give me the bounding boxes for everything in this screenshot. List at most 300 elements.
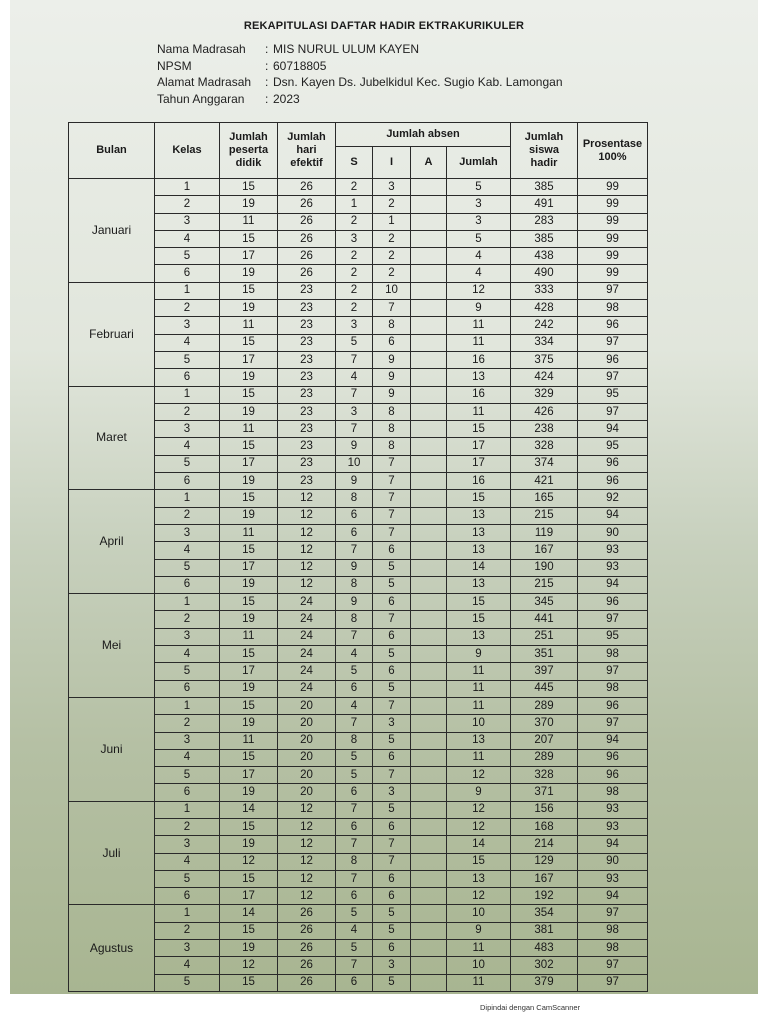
- table-row: [69, 438, 648, 455]
- cell-izin: 6: [373, 940, 411, 957]
- cell-jumlah-absen: 11: [447, 317, 511, 334]
- cell-sakit: 2: [336, 179, 373, 196]
- table-row: [69, 179, 648, 196]
- cell-siswa-hadir: 381: [511, 922, 578, 939]
- cell-jumlah-absen: 13: [447, 628, 511, 645]
- cell-kelas: 5: [155, 559, 220, 576]
- cell-kelas: 4: [155, 230, 220, 247]
- meta-colon: :: [265, 58, 269, 73]
- cell-alpa: [411, 594, 447, 611]
- cell-hari-efektif: 24: [278, 594, 336, 611]
- cell-peserta-didik: 12: [220, 957, 278, 974]
- table-row: [69, 594, 648, 611]
- cell-hari-efektif: 20: [278, 749, 336, 766]
- month-cell: Juni: [69, 697, 155, 801]
- cell-jumlah-absen: 13: [447, 542, 511, 559]
- meta-value: MIS NURUL ULUM KAYEN: [273, 42, 420, 56]
- header-bulan: Bulan: [69, 123, 155, 179]
- cell-kelas: 1: [155, 282, 220, 299]
- cell-jumlah-absen: 11: [447, 334, 511, 351]
- cell-prosentase: 94: [578, 732, 648, 749]
- cell-siswa-hadir: 351: [511, 646, 578, 663]
- cell-kelas: 4: [155, 957, 220, 974]
- cell-siswa-hadir: 329: [511, 386, 578, 403]
- cell-prosentase: 98: [578, 922, 648, 939]
- cell-kelas: 5: [155, 767, 220, 784]
- cell-hari-efektif: 23: [278, 300, 336, 317]
- cell-peserta-didik: 19: [220, 473, 278, 490]
- cell-peserta-didik: 19: [220, 611, 278, 628]
- cell-prosentase: 93: [578, 801, 648, 818]
- cell-sakit: 9: [336, 559, 373, 576]
- cell-hari-efektif: 23: [278, 317, 336, 334]
- table-row: [69, 905, 648, 922]
- meta-row-nama-madrasah: [157, 41, 563, 58]
- cell-prosentase: 96: [578, 594, 648, 611]
- cell-sakit: 7: [336, 957, 373, 974]
- header-line: siswa: [529, 144, 559, 156]
- cell-sakit: 8: [336, 611, 373, 628]
- cell-siswa-hadir: 375: [511, 351, 578, 368]
- cell-prosentase: 90: [578, 524, 648, 541]
- table-row: [69, 559, 648, 576]
- cell-alpa: [411, 248, 447, 265]
- header-line: efektif: [290, 157, 323, 169]
- cell-siswa-hadir: 379: [511, 974, 578, 991]
- meta-value: Dsn. Kayen Ds. Jubelkidul Kec. Sugio Kab. Lamongan: [273, 75, 563, 89]
- cell-hari-efektif: 12: [278, 818, 336, 835]
- cell-siswa-hadir: 302: [511, 957, 578, 974]
- cell-jumlah-absen: 11: [447, 940, 511, 957]
- cell-hari-efektif: 20: [278, 784, 336, 801]
- cell-sakit: 2: [336, 265, 373, 282]
- cell-prosentase: 97: [578, 663, 648, 680]
- cell-hari-efektif: 12: [278, 490, 336, 507]
- table-row: [69, 801, 648, 818]
- cell-prosentase: 97: [578, 957, 648, 974]
- cell-izin: 1: [373, 213, 411, 230]
- cell-siswa-hadir: 371: [511, 784, 578, 801]
- cell-alpa: [411, 386, 447, 403]
- cell-siswa-hadir: 490: [511, 265, 578, 282]
- cell-prosentase: 93: [578, 818, 648, 835]
- table-row: [69, 334, 648, 351]
- cell-alpa: [411, 403, 447, 420]
- cell-alpa: [411, 888, 447, 905]
- header-s: S: [336, 147, 373, 179]
- cell-siswa-hadir: 165: [511, 490, 578, 507]
- cell-prosentase: 97: [578, 369, 648, 386]
- cell-izin: 9: [373, 369, 411, 386]
- cell-prosentase: 94: [578, 576, 648, 593]
- cell-izin: 6: [373, 542, 411, 559]
- cell-prosentase: 96: [578, 473, 648, 490]
- cell-hari-efektif: 12: [278, 559, 336, 576]
- scanned-page: [10, 0, 758, 994]
- attendance-table-wrapper: [68, 122, 648, 992]
- cell-siswa-hadir: 428: [511, 300, 578, 317]
- month-cell: Mei: [69, 594, 155, 698]
- cell-siswa-hadir: 441: [511, 611, 578, 628]
- cell-siswa-hadir: 424: [511, 369, 578, 386]
- cell-jumlah-absen: 17: [447, 438, 511, 455]
- cell-izin: 5: [373, 559, 411, 576]
- header-line: Jumlah: [229, 131, 268, 143]
- cell-izin: 7: [373, 455, 411, 472]
- header-line: Prosentase: [582, 137, 643, 150]
- cell-kelas: 1: [155, 905, 220, 922]
- table-row: [69, 248, 648, 265]
- cell-peserta-didik: 17: [220, 248, 278, 265]
- cell-hari-efektif: 26: [278, 905, 336, 922]
- cell-hari-efektif: 23: [278, 334, 336, 351]
- cell-prosentase: 99: [578, 179, 648, 196]
- cell-peserta-didik: 17: [220, 455, 278, 472]
- cell-sakit: 6: [336, 888, 373, 905]
- cell-peserta-didik: 15: [220, 542, 278, 559]
- cell-prosentase: 96: [578, 351, 648, 368]
- cell-peserta-didik: 19: [220, 403, 278, 420]
- cell-siswa-hadir: 333: [511, 282, 578, 299]
- header-a: A: [411, 147, 447, 179]
- cell-izin: 2: [373, 248, 411, 265]
- cell-prosentase: 99: [578, 265, 648, 282]
- cell-peserta-didik: 15: [220, 870, 278, 887]
- meta-row-alamat: [157, 74, 563, 91]
- header-peserta-didik: [220, 123, 278, 179]
- cell-izin: 7: [373, 767, 411, 784]
- cell-siswa-hadir: 190: [511, 559, 578, 576]
- cell-kelas: 2: [155, 300, 220, 317]
- cell-izin: 3: [373, 179, 411, 196]
- meta-label: NPSM: [157, 58, 192, 73]
- cell-izin: 7: [373, 697, 411, 714]
- header-i: I: [373, 147, 411, 179]
- table-body: [69, 179, 648, 992]
- cell-jumlah-absen: 11: [447, 680, 511, 697]
- cell-alpa: [411, 179, 447, 196]
- cell-sakit: 7: [336, 715, 373, 732]
- cell-peserta-didik: 15: [220, 922, 278, 939]
- cell-izin: 7: [373, 473, 411, 490]
- cell-siswa-hadir: 385: [511, 179, 578, 196]
- cell-kelas: 3: [155, 732, 220, 749]
- cell-peserta-didik: 19: [220, 196, 278, 213]
- cell-izin: 5: [373, 646, 411, 663]
- cell-sakit: 6: [336, 784, 373, 801]
- cell-alpa: [411, 196, 447, 213]
- cell-siswa-hadir: 328: [511, 438, 578, 455]
- cell-sakit: 7: [336, 836, 373, 853]
- cell-jumlah-absen: 10: [447, 905, 511, 922]
- cell-prosentase: 97: [578, 905, 648, 922]
- cell-peserta-didik: 11: [220, 524, 278, 541]
- cell-peserta-didik: 15: [220, 749, 278, 766]
- cell-hari-efektif: 12: [278, 853, 336, 870]
- cell-kelas: 4: [155, 542, 220, 559]
- cell-kelas: 5: [155, 455, 220, 472]
- cell-alpa: [411, 801, 447, 818]
- cell-siswa-hadir: 483: [511, 940, 578, 957]
- cell-jumlah-absen: 15: [447, 490, 511, 507]
- cell-jumlah-absen: 13: [447, 524, 511, 541]
- cell-alpa: [411, 300, 447, 317]
- cell-alpa: [411, 646, 447, 663]
- cell-sakit: 3: [336, 317, 373, 334]
- cell-alpa: [411, 922, 447, 939]
- table-row: [69, 542, 648, 559]
- cell-hari-efektif: 23: [278, 421, 336, 438]
- month-cell: Agustus: [69, 905, 155, 991]
- cell-prosentase: 97: [578, 611, 648, 628]
- cell-sakit: 3: [336, 230, 373, 247]
- cell-alpa: [411, 957, 447, 974]
- cell-jumlah-absen: 16: [447, 386, 511, 403]
- cell-prosentase: 96: [578, 749, 648, 766]
- header-line: hari: [296, 144, 317, 156]
- cell-jumlah-absen: 4: [447, 265, 511, 282]
- cell-sakit: 2: [336, 248, 373, 265]
- cell-hari-efektif: 24: [278, 646, 336, 663]
- month-cell: April: [69, 490, 155, 594]
- cell-peserta-didik: 15: [220, 490, 278, 507]
- cell-siswa-hadir: 156: [511, 801, 578, 818]
- cell-sakit: 7: [336, 542, 373, 559]
- cell-jumlah-absen: 3: [447, 196, 511, 213]
- cell-peserta-didik: 17: [220, 559, 278, 576]
- header-jumlah-absen: Jumlah absen: [336, 123, 511, 147]
- cell-kelas: 6: [155, 369, 220, 386]
- cell-izin: 5: [373, 732, 411, 749]
- cell-siswa-hadir: 491: [511, 196, 578, 213]
- cell-alpa: [411, 680, 447, 697]
- table-row: [69, 196, 648, 213]
- cell-siswa-hadir: 445: [511, 680, 578, 697]
- meta-colon: :: [265, 91, 269, 106]
- cell-izin: 6: [373, 818, 411, 835]
- cell-prosentase: 97: [578, 715, 648, 732]
- cell-hari-efektif: 26: [278, 974, 336, 991]
- cell-alpa: [411, 213, 447, 230]
- header-jumlah: Jumlah: [447, 147, 511, 179]
- cell-jumlah-absen: 9: [447, 922, 511, 939]
- table-row: [69, 853, 648, 870]
- cell-siswa-hadir: 289: [511, 749, 578, 766]
- cell-kelas: 2: [155, 611, 220, 628]
- cell-izin: 6: [373, 888, 411, 905]
- cell-peserta-didik: 15: [220, 179, 278, 196]
- cell-izin: 7: [373, 524, 411, 541]
- cell-peserta-didik: 19: [220, 680, 278, 697]
- cell-jumlah-absen: 13: [447, 369, 511, 386]
- table-row: [69, 732, 648, 749]
- cell-peserta-didik: 19: [220, 576, 278, 593]
- cell-peserta-didik: 17: [220, 663, 278, 680]
- header-line: didik: [235, 157, 262, 169]
- cell-sakit: 7: [336, 870, 373, 887]
- table-header: [69, 123, 648, 179]
- cell-jumlah-absen: 13: [447, 576, 511, 593]
- cell-sakit: 8: [336, 732, 373, 749]
- cell-kelas: 2: [155, 715, 220, 732]
- cell-izin: 6: [373, 628, 411, 645]
- cell-alpa: [411, 369, 447, 386]
- cell-kelas: 4: [155, 749, 220, 766]
- meta-label: Nama Madrasah: [157, 42, 246, 56]
- cell-jumlah-absen: 15: [447, 421, 511, 438]
- cell-siswa-hadir: 168: [511, 818, 578, 835]
- cell-kelas: 5: [155, 663, 220, 680]
- cell-siswa-hadir: 283: [511, 213, 578, 230]
- cell-sakit: 7: [336, 628, 373, 645]
- cell-jumlah-absen: 11: [447, 663, 511, 680]
- cell-jumlah-absen: 12: [447, 767, 511, 784]
- cell-sakit: 6: [336, 507, 373, 524]
- cell-jumlah-absen: 16: [447, 473, 511, 490]
- header-prosentase: [578, 123, 648, 179]
- cell-izin: 5: [373, 905, 411, 922]
- table-row: [69, 957, 648, 974]
- cell-prosentase: 93: [578, 870, 648, 887]
- cell-alpa: [411, 697, 447, 714]
- cell-hari-efektif: 24: [278, 611, 336, 628]
- cell-sakit: 7: [336, 421, 373, 438]
- header-line: 100%: [598, 150, 627, 163]
- cell-siswa-hadir: 334: [511, 334, 578, 351]
- cell-kelas: 1: [155, 386, 220, 403]
- header-line: Jumlah: [524, 131, 564, 143]
- table-row: [69, 697, 648, 714]
- cell-jumlah-absen: 10: [447, 957, 511, 974]
- cell-kelas: 6: [155, 680, 220, 697]
- cell-hari-efektif: 26: [278, 213, 336, 230]
- cell-hari-efektif: 24: [278, 663, 336, 680]
- cell-kelas: 5: [155, 974, 220, 991]
- cell-kelas: 3: [155, 421, 220, 438]
- cell-siswa-hadir: 421: [511, 473, 578, 490]
- cell-siswa-hadir: 192: [511, 888, 578, 905]
- cell-peserta-didik: 14: [220, 801, 278, 818]
- cell-kelas: 2: [155, 507, 220, 524]
- cell-sakit: 2: [336, 282, 373, 299]
- cell-izin: 8: [373, 438, 411, 455]
- cell-peserta-didik: 19: [220, 836, 278, 853]
- cell-hari-efektif: 12: [278, 507, 336, 524]
- cell-alpa: [411, 265, 447, 282]
- cell-alpa: [411, 542, 447, 559]
- cell-jumlah-absen: 12: [447, 801, 511, 818]
- cell-kelas: 1: [155, 179, 220, 196]
- cell-hari-efektif: 12: [278, 801, 336, 818]
- cell-alpa: [411, 282, 447, 299]
- table-row: [69, 749, 648, 766]
- cell-siswa-hadir: 215: [511, 576, 578, 593]
- cell-peserta-didik: 19: [220, 369, 278, 386]
- cell-hari-efektif: 26: [278, 922, 336, 939]
- scanner-watermark: Dipindai dengan CamScanner: [480, 1003, 581, 1012]
- cell-hari-efektif: 23: [278, 369, 336, 386]
- cell-peserta-didik: 19: [220, 265, 278, 282]
- cell-jumlah-absen: 17: [447, 455, 511, 472]
- cell-alpa: [411, 715, 447, 732]
- cell-hari-efektif: 12: [278, 542, 336, 559]
- cell-jumlah-absen: 13: [447, 507, 511, 524]
- cell-alpa: [411, 473, 447, 490]
- cell-sakit: 4: [336, 922, 373, 939]
- cell-jumlah-absen: 13: [447, 870, 511, 887]
- cell-hari-efektif: 26: [278, 957, 336, 974]
- cell-sakit: 7: [336, 801, 373, 818]
- cell-sakit: 5: [336, 767, 373, 784]
- cell-kelas: 3: [155, 628, 220, 645]
- cell-kelas: 1: [155, 801, 220, 818]
- table-row: [69, 870, 648, 887]
- table-row: [69, 265, 648, 282]
- cell-siswa-hadir: 397: [511, 663, 578, 680]
- cell-sakit: 4: [336, 697, 373, 714]
- header-line: hadir: [530, 157, 558, 169]
- cell-peserta-didik: 17: [220, 767, 278, 784]
- table-row: [69, 628, 648, 645]
- cell-prosentase: 98: [578, 646, 648, 663]
- cell-prosentase: 93: [578, 559, 648, 576]
- cell-jumlah-absen: 14: [447, 836, 511, 853]
- cell-alpa: [411, 524, 447, 541]
- table-row: [69, 576, 648, 593]
- cell-izin: 5: [373, 680, 411, 697]
- cell-izin: 8: [373, 421, 411, 438]
- cell-hari-efektif: 23: [278, 455, 336, 472]
- cell-peserta-didik: 15: [220, 697, 278, 714]
- cell-kelas: 2: [155, 196, 220, 213]
- header-line: peserta: [228, 144, 269, 156]
- cell-izin: 6: [373, 334, 411, 351]
- cell-kelas: 3: [155, 940, 220, 957]
- cell-hari-efektif: 26: [278, 179, 336, 196]
- cell-jumlah-absen: 12: [447, 818, 511, 835]
- cell-hari-efektif: 26: [278, 248, 336, 265]
- cell-hari-efektif: 12: [278, 836, 336, 853]
- cell-peserta-didik: 15: [220, 334, 278, 351]
- table-row: [69, 282, 648, 299]
- cell-prosentase: 98: [578, 680, 648, 697]
- meta-label: Tahun Anggaran: [157, 91, 245, 106]
- cell-sakit: 7: [336, 351, 373, 368]
- cell-alpa: [411, 455, 447, 472]
- cell-alpa: [411, 732, 447, 749]
- cell-prosentase: 95: [578, 628, 648, 645]
- cell-siswa-hadir: 370: [511, 715, 578, 732]
- cell-kelas: 1: [155, 490, 220, 507]
- table-row: [69, 317, 648, 334]
- cell-sakit: 6: [336, 524, 373, 541]
- cell-sakit: 7: [336, 386, 373, 403]
- cell-izin: 7: [373, 853, 411, 870]
- table-row: [69, 386, 648, 403]
- cell-hari-efektif: 12: [278, 888, 336, 905]
- cell-izin: 3: [373, 715, 411, 732]
- meta-colon: :: [265, 42, 269, 56]
- cell-siswa-hadir: 354: [511, 905, 578, 922]
- cell-kelas: 6: [155, 888, 220, 905]
- cell-siswa-hadir: 289: [511, 697, 578, 714]
- cell-kelas: 3: [155, 213, 220, 230]
- cell-hari-efektif: 20: [278, 715, 336, 732]
- cell-alpa: [411, 628, 447, 645]
- cell-siswa-hadir: 238: [511, 421, 578, 438]
- cell-peserta-didik: 19: [220, 940, 278, 957]
- cell-prosentase: 94: [578, 421, 648, 438]
